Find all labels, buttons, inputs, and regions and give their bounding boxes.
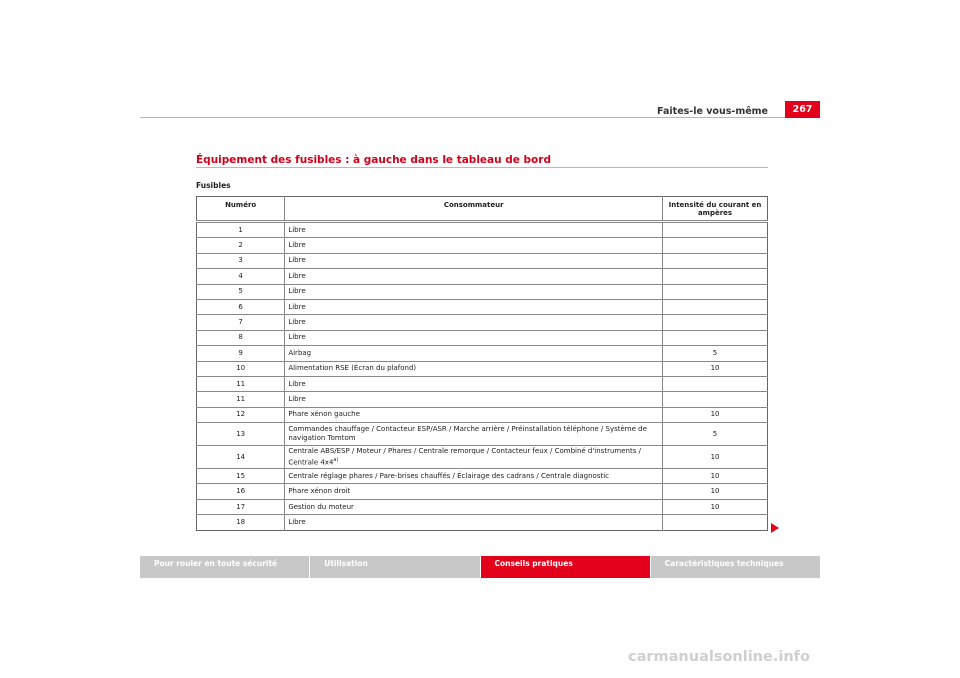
fuse-consumer-cell xyxy=(285,392,663,407)
fuse-table xyxy=(196,196,768,531)
section-title: Équipement des fusibles : à gauche dans le tableau de bord xyxy=(196,154,551,166)
table-row xyxy=(197,269,768,284)
fuse-number-cell: 7 xyxy=(197,315,285,330)
fuse-consumer-text: Libre xyxy=(288,333,306,342)
fuse-amperage-cell xyxy=(663,330,768,345)
fuse-number-cell: 15 xyxy=(197,469,285,484)
table-row xyxy=(197,499,768,514)
fuse-consumer-text: Libre xyxy=(288,256,306,265)
fuse-amperage-cell xyxy=(663,284,768,299)
fuse-number-cell: 1 xyxy=(197,222,285,238)
fuse-number-cell: 13 xyxy=(197,423,285,446)
fuse-consumer-text: Libre xyxy=(288,517,306,526)
header-amperage: Intensité du courant en ampères xyxy=(663,197,768,222)
fuse-consumer-text: Libre xyxy=(288,394,306,403)
fuse-consumer-text: Phare xénon droit xyxy=(288,487,351,496)
fuse-consumer-cell xyxy=(285,346,663,361)
fuse-amperage-cell xyxy=(663,392,768,407)
table-row xyxy=(197,222,768,238)
fuse-consumer-cell xyxy=(285,469,663,484)
fuse-number-cell: 10 xyxy=(197,361,285,376)
footnote-marker: a) xyxy=(333,456,339,463)
fuse-consumer-cell xyxy=(285,269,663,284)
fuse-consumer-cell xyxy=(285,222,663,238)
fuse-amperage-cell xyxy=(663,376,768,391)
fuse-amperage-cell: 10 xyxy=(663,484,768,499)
table-row xyxy=(197,346,768,361)
fuse-consumer-cell xyxy=(285,376,663,391)
fuse-number-cell: 4 xyxy=(197,269,285,284)
table-row xyxy=(197,376,768,391)
fuse-consumer-cell xyxy=(285,253,663,268)
table-header-row xyxy=(197,197,768,222)
fuse-consumer-text: Commandes chauffage / Contacteur ESP/ASR / Marche arrière / Préinstallation téléphone / Système de navigation Tomtom xyxy=(288,425,647,443)
fuse-number-cell: 9 xyxy=(197,346,285,361)
table-row xyxy=(197,469,768,484)
fuse-number-cell: 3 xyxy=(197,253,285,268)
header-rule xyxy=(140,117,820,118)
fuse-number-cell: 18 xyxy=(197,515,285,530)
watermark: carmanualsonline.info xyxy=(628,649,810,665)
fuse-consumer-cell xyxy=(285,361,663,376)
fuse-number-cell: 2 xyxy=(197,238,285,253)
table-row xyxy=(197,515,768,530)
fuse-amperage-cell: 10 xyxy=(663,407,768,422)
fuse-number-cell: 6 xyxy=(197,299,285,314)
fuse-consumer-cell xyxy=(285,315,663,330)
fuse-amperage-cell xyxy=(663,269,768,284)
fuse-consumer-cell xyxy=(285,407,663,422)
fuse-consumer-text: Libre xyxy=(288,287,306,296)
footer-nav xyxy=(140,556,820,578)
fuse-amperage-cell xyxy=(663,515,768,530)
fuse-consumer-cell xyxy=(285,499,663,514)
fuse-amperage-cell: 10 xyxy=(663,361,768,376)
table-row xyxy=(197,299,768,314)
fuse-consumer-cell xyxy=(285,284,663,299)
tab-safety[interactable]: Pour rouler en toute sécurité xyxy=(140,556,309,578)
fuse-number-cell: 17 xyxy=(197,499,285,514)
tab-practical-tips[interactable]: Conseils pratiques xyxy=(480,556,650,578)
fuse-consumer-text: Libre xyxy=(288,379,306,388)
fuse-amperage-cell: 5 xyxy=(663,423,768,446)
table-row xyxy=(197,284,768,299)
fuse-amperage-cell xyxy=(663,299,768,314)
fuse-consumer-text: Alimentation RSE (Écran du plafond) xyxy=(288,364,417,373)
fuse-number-cell: 8 xyxy=(197,330,285,345)
header-consumer: Consommateur xyxy=(285,197,663,222)
table-row xyxy=(197,484,768,499)
table-row xyxy=(197,330,768,345)
table-row xyxy=(197,253,768,268)
fuse-consumer-text: Libre xyxy=(288,241,306,250)
fuse-amperage-cell: 5 xyxy=(663,346,768,361)
fuse-consumer-text: Libre xyxy=(288,318,306,327)
fuse-consumer-text: Airbag xyxy=(288,348,312,357)
fuse-consumer-text: Libre xyxy=(288,271,306,280)
fuse-consumer-text: Phare xénon gauche xyxy=(288,410,360,419)
fuse-number-cell: 16 xyxy=(197,484,285,499)
fuse-consumer-text: Libre xyxy=(288,302,306,311)
fuse-amperage-cell xyxy=(663,222,768,238)
page-number-badge: 267 xyxy=(785,101,820,118)
table-row xyxy=(197,423,768,446)
fuse-consumer-text: Gestion du moteur xyxy=(288,502,354,511)
tab-technical-data[interactable]: Caractéristiques techniques xyxy=(650,556,820,578)
fuse-number-cell: 11 xyxy=(197,392,285,407)
subheading: Fusibles xyxy=(196,181,231,190)
table-row xyxy=(197,238,768,253)
table-row xyxy=(197,361,768,376)
fuse-consumer-cell xyxy=(285,423,663,446)
fuse-consumer-cell xyxy=(285,299,663,314)
table-row xyxy=(197,407,768,422)
fuse-consumer-cell xyxy=(285,515,663,530)
fuse-amperage-cell xyxy=(663,315,768,330)
table-row xyxy=(197,315,768,330)
fuse-consumer-cell xyxy=(285,238,663,253)
fuse-consumer-text: Centrale ABS/ESP / Moteur / Phares / Centrale remorque / Contacteur feux / Combiné d'instruments / Centrale 4x4 xyxy=(288,446,641,467)
fuse-consumer-cell xyxy=(285,446,663,469)
section-rule xyxy=(196,167,768,168)
fuse-amperage-cell xyxy=(663,238,768,253)
table-row xyxy=(197,446,768,469)
running-title: Faites-le vous-même xyxy=(657,106,768,117)
header-number: Numéro xyxy=(197,197,285,222)
fuse-number-cell: 14 xyxy=(197,446,285,469)
fuse-amperage-cell: 10 xyxy=(663,446,768,469)
fuse-number-cell: 12 xyxy=(197,407,285,422)
tab-operation[interactable]: Utilisation xyxy=(309,556,479,578)
table-row xyxy=(197,392,768,407)
fuse-consumer-cell xyxy=(285,484,663,499)
fuse-number-cell: 5 xyxy=(197,284,285,299)
fuse-amperage-cell xyxy=(663,253,768,268)
fuse-number-cell: 11 xyxy=(197,376,285,391)
fuse-consumer-text: Centrale réglage phares / Pare-brises chauffés / Éclairage des cadrans / Centrale diagnostic xyxy=(288,471,610,480)
fuse-amperage-cell: 10 xyxy=(663,469,768,484)
fuse-consumer-text: Libre xyxy=(288,225,306,234)
fuse-consumer-cell xyxy=(285,330,663,345)
fuse-amperage-cell: 10 xyxy=(663,499,768,514)
next-page-arrow-icon[interactable] xyxy=(771,523,779,533)
